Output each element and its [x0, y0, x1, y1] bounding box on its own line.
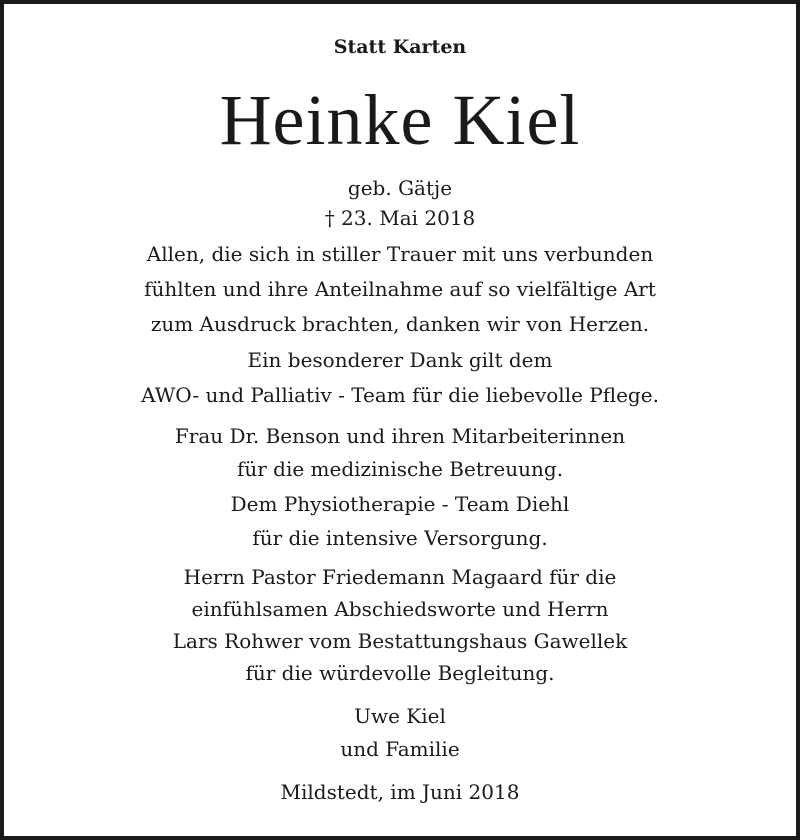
body-line: zum Ausdruck brachten, danken wir von Herzen.: [150, 312, 650, 336]
body-line: einfühlsamen Abschiedsworte und Herrn: [191, 597, 609, 621]
body-line: Dem Physiotherapie - Team Diehl: [230, 492, 570, 516]
death-date: † 23. Mai 2018: [324, 206, 476, 230]
signature-family: und Familie: [340, 737, 460, 761]
place-date: Mildstedt, im Juni 2018: [280, 780, 520, 804]
body-line: für die medizinische Betreuung.: [236, 457, 564, 481]
birth-name: geb. Gätje: [347, 176, 453, 200]
signature-name: Uwe Kiel: [354, 704, 446, 728]
body-line: Herrn Pastor Friedemann Magaard für die: [183, 565, 617, 589]
body-line: Allen, die sich in stiller Trauer mit uns verbunden: [146, 242, 654, 266]
body-line: Lars Rohwer vom Bestattungshaus Gawellek: [172, 629, 628, 653]
body-line: für die intensive Versorgung.: [252, 526, 548, 550]
body-line: AWO- und Palliativ - Team für die liebevolle Pflege.: [141, 383, 659, 407]
body-line: Ein besonderer Dank gilt dem: [247, 348, 553, 372]
body-line: für die würdevolle Begleitung.: [245, 661, 555, 685]
body-line: fühlten und ihre Anteilnahme auf so vielfältige Art: [144, 277, 656, 301]
notice-header: Statt Karten: [333, 36, 467, 58]
deceased-name: Heinke Kiel: [219, 80, 581, 160]
body-line: Frau Dr. Benson und ihren Mitarbeiterinnen: [174, 424, 626, 448]
